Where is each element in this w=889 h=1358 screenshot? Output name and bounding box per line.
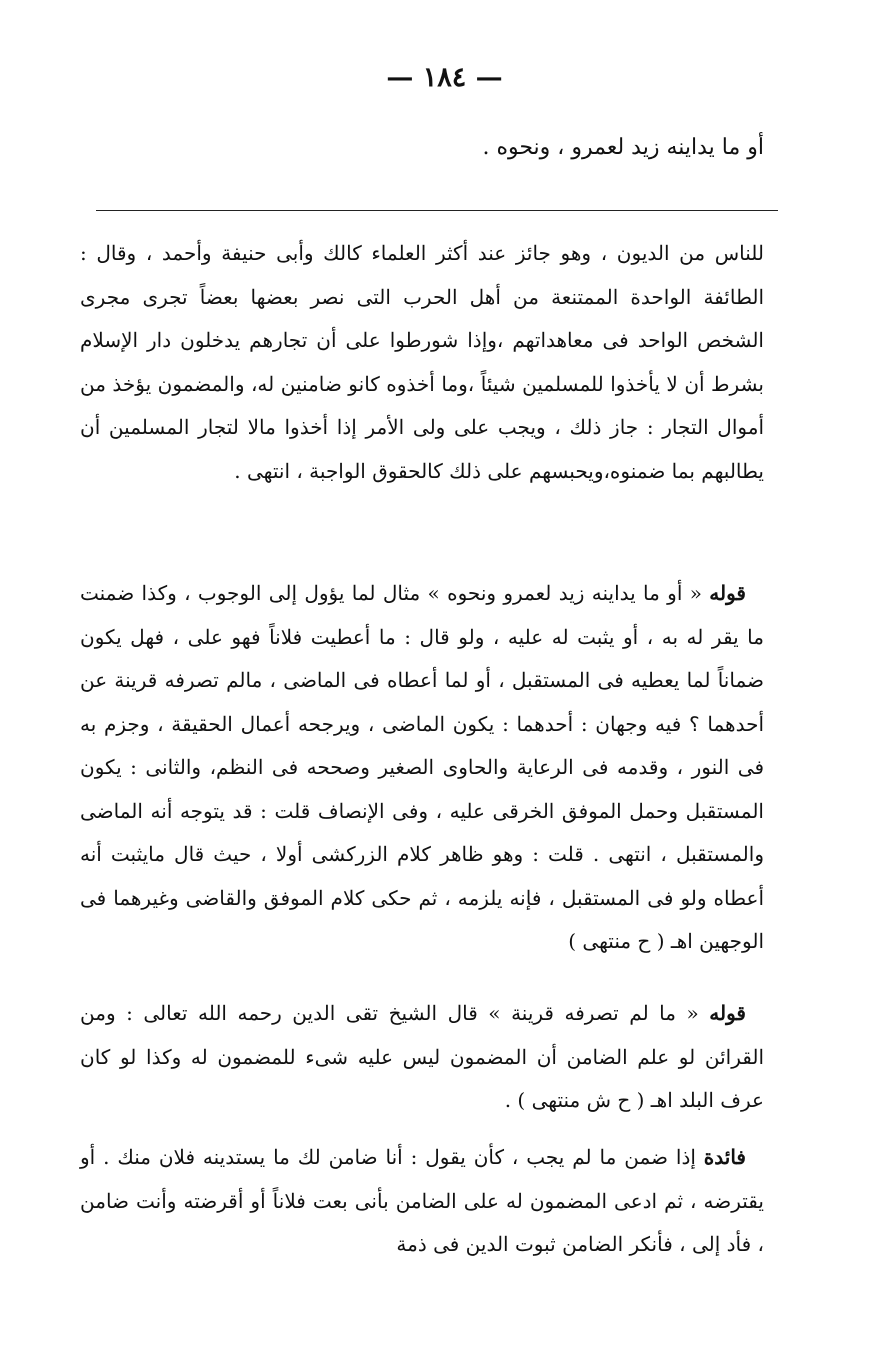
footnote-paragraph (80, 572, 764, 964)
footnote-qawluh-1 (80, 572, 764, 964)
footnote-paragraph (80, 1136, 764, 1267)
footnote-paragraph (80, 992, 764, 1123)
footnote-body: « ما لم تصرفه قرينة » قال الشيخ تقى الدين رحمه الله تعالى : ومن القرائن لو علم الضامن أن المضمون ليس عليه شىء للمضمون له وكذا لو كان عرف البلد اهـ ( ح ش منتهى ) . (80, 1001, 764, 1112)
footnote-continuation-text: للناس من الديون ، وهو جائز عند أكثر العلماء كالك وأبى حنيفة وأحمد ، وقال : الطائفة الواحدة الممتنعة من أهل الحرب التى نصر بعضها بعضاً تجرى مجرى الشخص الواحد فى معاهداتهم ،وإذا شورطوا على أن تجارهم يدخلون دار الإسلام بشرط أن لا يأخذوا للمسلمين شيئاً ،وما أخذوه كانو ضامنين له، والمضمون يؤخذ من أموال التجار : جاز ذلك ، ويجب على ولى الأمر إذا أخذوا مالا لتجار المسلمين أن يطالبهم بما ضمنوه،ويحبسهم على ذلك كالحقوق الواجبة ، انتهى . (80, 241, 764, 483)
footnote-qawluh-2 (80, 992, 764, 1123)
footnote-body: « أو ما يداينه زيد لعمرو ونحوه » مثال لما يؤول إلى الوجوب ، وكذا ضمنت ما يقر له به ، أو يثبت له عليه ، ولو قال : ما أعطيت فلاناً فهو على ، فهل يكون ضماناً لما يعطيه فى المستقبل ، أو لما أعطاه فى الماضى ، مالم تصرفه قرينة عن أحدهما ؟ فيه وجهان : أحدهما : يكون الماضى ، ويرجحه أعمال الحقيقة ، وجزم به فى النور ، وقدمه فى الرعاية والحاوى الصغير وصححه فى النظم، والثانى : يكون المستقبل وحمل الموفق الخرقى عليه ، وفى الإنصاف قلت : قد يتوجه أنه الماضى والمستقبل ، انتهى . قلت : وهو ظاهر كلام الزركشى أولا ، حيث قال مايثبت أنه أعطاه ولو فى المستقبل ، فإنه يلزمه ، ثم حكى كلام الموفق والقاضى وغيرهما فى الوجهين اهـ ( ح منتهى ) (80, 581, 764, 953)
footnote-lead-word: قوله (709, 1001, 746, 1025)
footnote-continuation (80, 232, 764, 493)
footnote-divider (96, 210, 778, 211)
page-number: — ١٨٤ — (386, 62, 503, 93)
main-text-line: أو ما يداينه زيد لعمرو ، ونحوه . (482, 135, 764, 160)
footnote-lead-word: قوله (709, 581, 746, 605)
footnote-faida (80, 1136, 764, 1267)
main-text (80, 126, 764, 170)
footnote-lead-word: فائدة (703, 1145, 746, 1169)
footnote-body: إذا ضمن ما لم يجب ، كأن يقول : أنا ضامن لك ما يستدينه فلان منك . أو يقترضه ، ثم ادعى المضمون له على الضامن بأنى بعت فلاناً أو أقرضته وأنت ضامن ، فأد إلى ، فأنكر الضامن ثبوت الدين فى ذمة (80, 1145, 764, 1256)
